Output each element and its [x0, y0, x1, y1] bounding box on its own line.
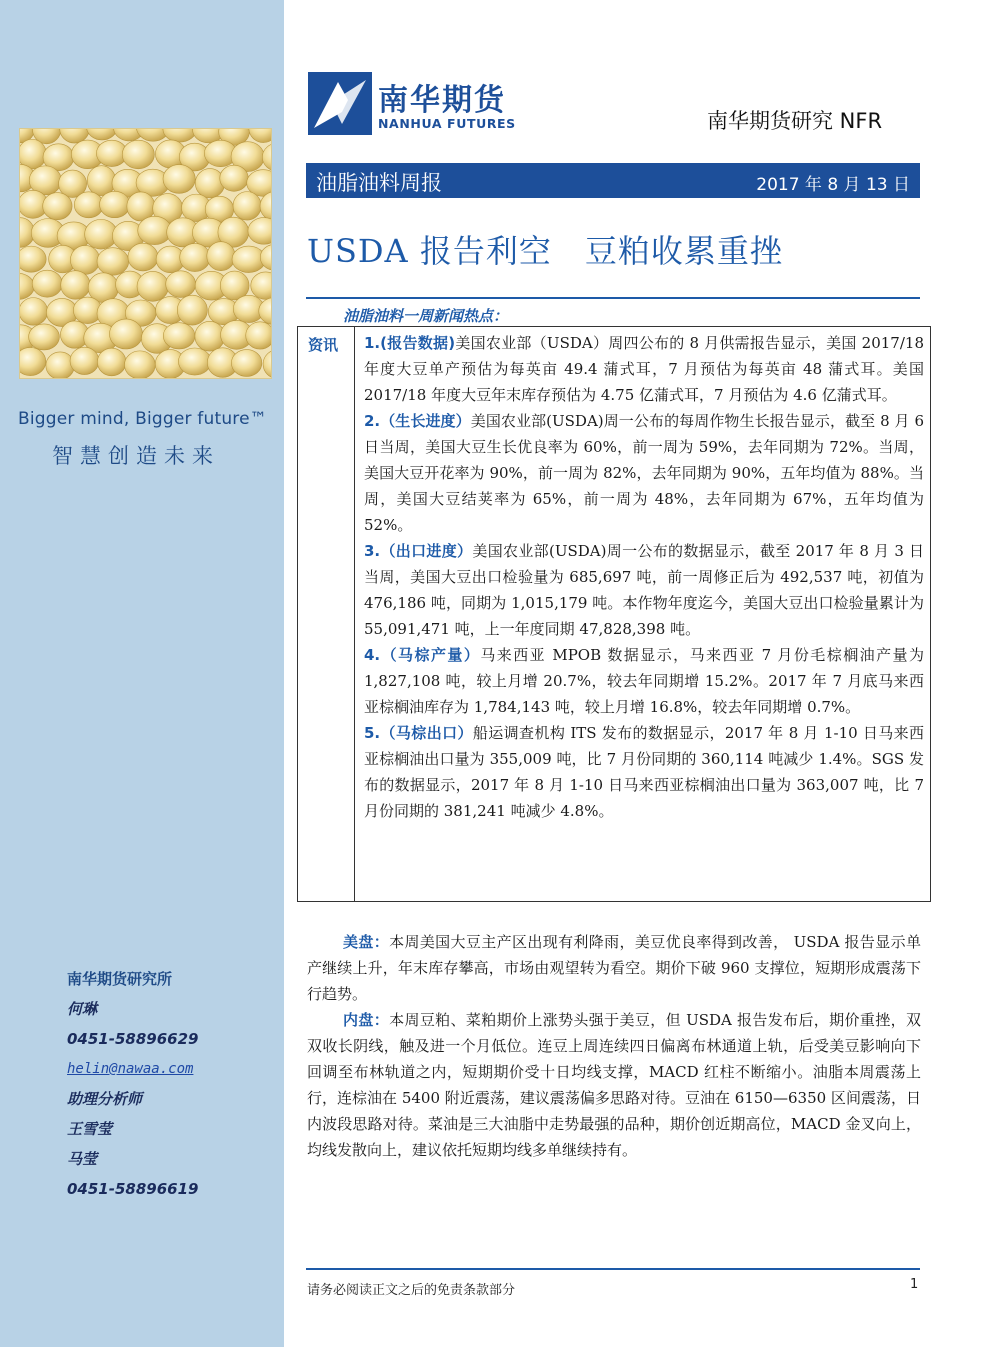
analysis-text: 本周美国大豆主产区出现有利降雨，美豆优良率得到改善， USDA 报告显示单产继续上升，年末库存攀高，市场由观望转为看空。期价下破 960 支撑位，短期形成震荡下行趋势。 — [307, 933, 921, 1003]
analysis-paragraph — [307, 1007, 921, 1163]
brand-name: 南华期货 — [378, 83, 506, 118]
sidebar — [0, 0, 284, 1347]
news-item — [364, 538, 924, 642]
page-title: USDA 报告利空 豆粕收累重挫 — [307, 232, 783, 270]
news-item-text: 美国农业部（USDA）周四公布的 8 月供需报告显示，美国 2017/18 年度大豆单产预估为每英亩 49.4 蒲式耳，7 月预估为每英亩 48 蒲式耳。美国 2017/18 年度大豆年末库存预估为 4.75 亿蒲式耳，7 月预估为 4.6 亿蒲式耳。 — [364, 334, 924, 404]
page-number: 1 — [910, 1277, 919, 1292]
logo-icon — [308, 72, 372, 135]
report-type: 油脂油料周报 — [316, 171, 442, 195]
news-item-tag: 2.（生长进度） — [364, 412, 471, 430]
slogan-zh: 智慧创造未来 — [52, 444, 220, 468]
news-item — [364, 408, 924, 538]
contact-analyst: 何琳 — [67, 1000, 98, 1018]
news-box — [297, 326, 931, 902]
news-item — [364, 720, 924, 824]
analysis-tag: 美盘： — [343, 933, 390, 951]
contact-phone-2: 0451-58896619 — [67, 1180, 199, 1198]
news-item-text: 马来西亚 MPOB 数据显示，马来西亚 7 月份毛棕榈油产量为 1,827,108 吨，较上月增 20.7%，较去年同期增 15.2%。2017 年 7 月底马来西亚棕榈油库存为 1,784,143 吨，较上月增 16.8%，较去年同期增 0.7%。 — [364, 646, 925, 716]
slogan-en: Bigger mind, Bigger future™ — [18, 409, 267, 429]
news-item-tag: 3.（出口进度） — [364, 542, 473, 560]
news-label-column — [298, 327, 355, 901]
analysis — [307, 929, 921, 1163]
report-date: 2017 年 8 月 13 日 — [756, 175, 910, 195]
footer-disclaimer: 请务必阅读正文之后的免责条款部分 — [307, 1283, 516, 1298]
news-item-tag: 1.(报告数据) — [364, 334, 456, 352]
news-item-tag: 5.（马棕出口） — [364, 724, 473, 742]
analysis-tag: 内盘： — [343, 1011, 390, 1029]
contact-email-link[interactable]: helin@nawaa.com — [67, 1061, 194, 1077]
news-item-tag: 4.（马棕产量） — [364, 646, 481, 664]
contact-phone: 0451-58896629 — [67, 1030, 199, 1048]
footer-divider — [306, 1268, 920, 1270]
research-label: 南华期货研究 NFR — [707, 109, 883, 133]
news-list — [364, 330, 924, 824]
news-item-text: 船运调查机构 ITS 发布的数据显示，2017 年 8 月 1-10 日马来西亚棕榈油出口量为 355,009 吨，比 7 月份同期的 360,114 吨减少 1.4%。SGS 发布的数据显示，2017 年 8 月 1-10 日马来西亚棕榈油出口量为 363,007 吨，比 7 月份同期的 381,241 吨减少 4.8%。 — [364, 724, 924, 820]
contact-org: 南华期货研究所 — [67, 970, 173, 988]
contact-assistant-1: 王雪莹 — [67, 1120, 113, 1138]
contacts — [67, 968, 277, 1208]
contact-assistant-2: 马莹 — [67, 1150, 98, 1168]
section-title: 油脂油料一周新闻热点： — [343, 307, 509, 325]
report-banner — [306, 163, 920, 198]
contact-assistant-title: 助理分析师 — [67, 1090, 143, 1108]
divider — [306, 297, 920, 299]
analysis-paragraph — [307, 929, 921, 1007]
news-label: 资讯 — [308, 336, 339, 354]
soybeans-image — [19, 128, 272, 379]
brand-name-en: NANHUA FUTURES — [378, 116, 516, 131]
news-item-text: 美国农业部(USDA)周一公布的数据显示，截至 2017 年 8 月 3 日当周，美国大豆出口检验量为 685,697 吨，前一周修正后为 492,537 吨，初值为 476,186 吨，同期为 1,015,179 吨。本作物年度迄今，美国大豆出口检验量累计为 55,091,471 吨，上一年度同期 47,828,398 吨。 — [364, 542, 924, 638]
news-item — [364, 330, 924, 408]
news-item — [364, 642, 924, 720]
news-item-text: 美国农业部(USDA)周一公布的每周作物生长报告显示，截至 8 月 6 日当周，美国大豆生长优良率为 60%，前一周为 59%，去年同期为 72%。当周，美国大豆开花率为 90%，前一周为 82%，去年同期为 90%，五年均值为 88%。当周，美国大豆结荚率为 65%，前一周为 48%，去年同期为 67%，五年均值为 52%。 — [364, 412, 924, 534]
analysis-text: 本周豆粕、菜粕期价上涨势头强于美豆，但 USDA 报告发布后，期价重挫，双双收长阴线，触及进一个月低位。连豆上周连续四日偏离布林通道上轨，后受美豆影响向下回调至布林轨道之内，短期期价受十日均线支撑，MACD 红柱不断缩小。油脂本周震荡上行，连棕油在 5400 附近震荡，建议震荡偏多思路对待。豆油在 6150—6350 区间震荡，日内波段思路对待。菜油是三大油脂中走势最强的品种，期价创近期高位，MACD 金叉向上，均线发散向上，建议依托短期均线多单继续持有。 — [307, 1011, 921, 1159]
